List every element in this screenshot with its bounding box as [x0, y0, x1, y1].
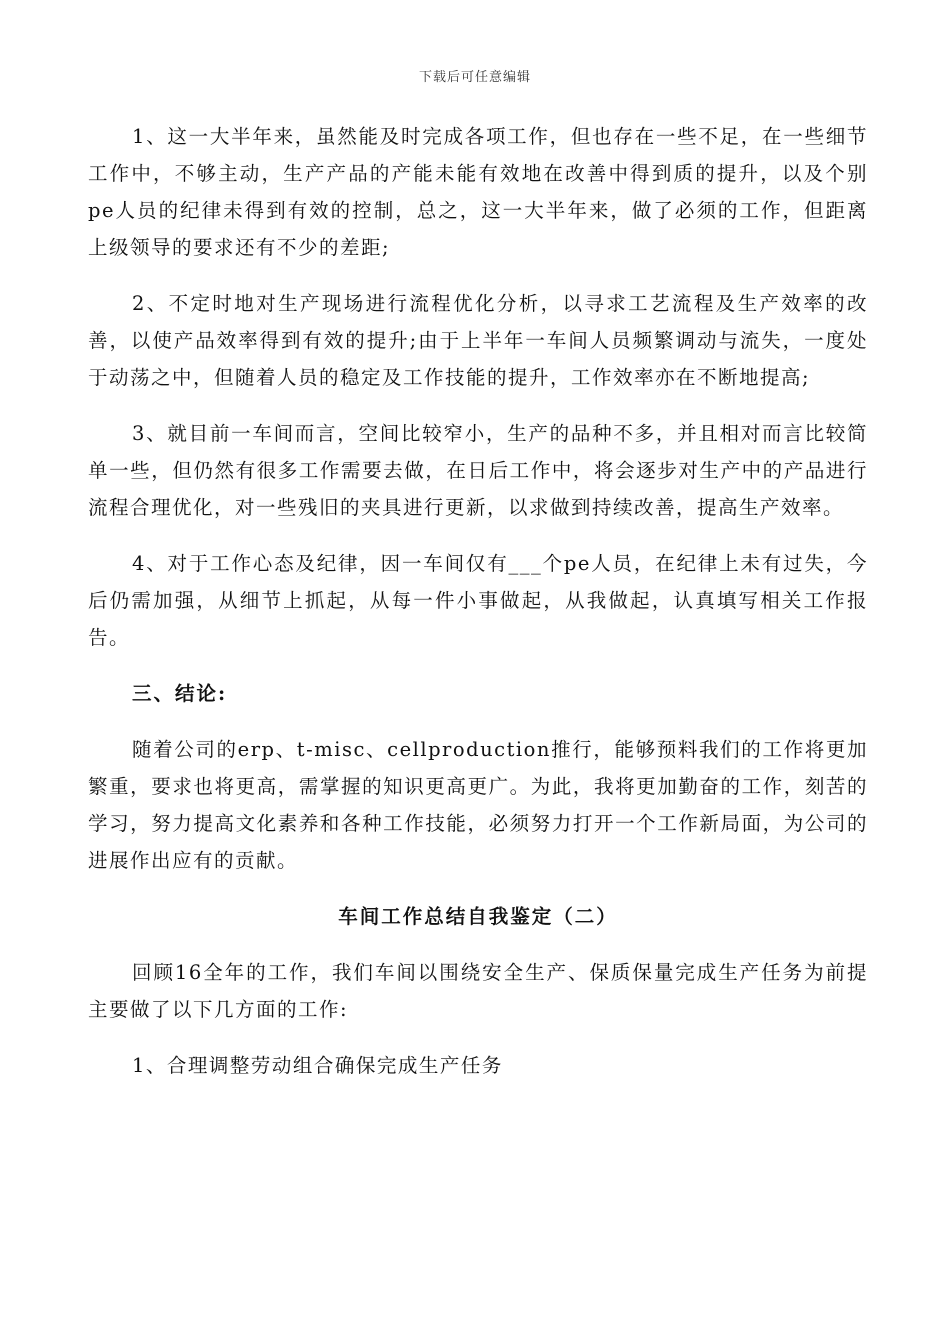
paragraph-item-1: 1、这一大半年来，虽然能及时完成各项工作，但也存在一些不足，在一些细节工作中，不够主动，生产产品的产能未能有效地在改善中得到质的提升，以及个别pe人员的纪律未得到有效的控制，总之，这一大半年来，做了必须的工作，但距离上级领导的要求还有不少的差距;: [88, 125, 868, 259]
list-item-1: 1、合理调整劳动组合确保完成生产任务: [132, 1054, 503, 1077]
paragraph-item-3: 3、就目前一车间而言，空间比较窄小，生产的品种不多，并且相对而言比较简单一些，但仍然有很多工作需要去做，在日后工作中，将会逐步对生产中的产品进行流程合理优化，对一些残旧的夹具进行更新，以求做到持续改善，提高生产效率。: [88, 422, 868, 519]
page-header: 下载后可任意编辑: [418, 70, 531, 85]
intro-paragraph: 回顾16全年的工作，我们车间以围绕安全生产、保质保量完成生产任务为前提主要做了以下几方面的工作:: [88, 961, 868, 1021]
document-body: [88, 118, 868, 1103]
paragraph-item-2: 2、不定时地对生产现场进行流程优化分析，以寻求工艺流程及生产效率的改善，以使产品效率得到有效的提升;由于上半年一车间人员频繁调动与流失，一度处于动荡之中，但随着人员的稳定及工作技能的提升，工作效率亦在不断地提高;: [88, 292, 868, 389]
conclusion-paragraph: 随着公司的erp、t-misc、cellproduction推行，能够预料我们的工作将更加繁重，要求也将更高，需掌握的知识更高更广。为此，我将更加勤奋的工作，刻苦的学习，努力提高文化素养和各种工作技能，必须努力打开一个工作新局面，为公司的进展作出应有的贡献。: [88, 738, 868, 872]
conclusion-heading: 三、结论:: [132, 682, 228, 705]
paragraph-item-4: 4、对于工作心态及纪律，因一车间仅有___个pe人员，在纪律上未有过失，今后仍需加强，从细节上抓起，从每一件小事做起，从我做起，认真填写相关工作报告。: [88, 552, 868, 649]
section-title: 车间工作总结自我鉴定（二）: [338, 905, 618, 928]
